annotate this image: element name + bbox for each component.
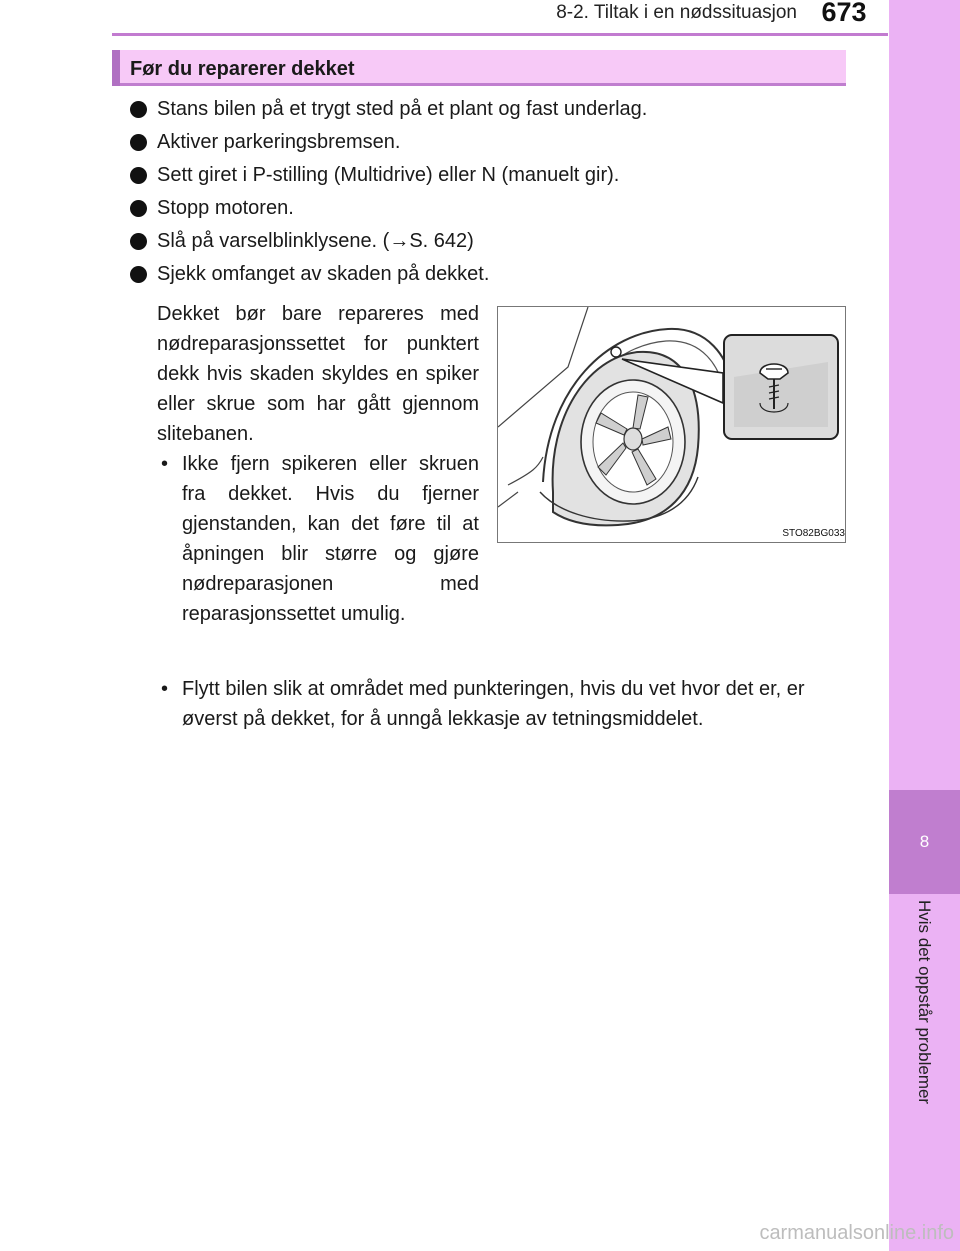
list-item-text: Stopp motoren.	[157, 197, 294, 219]
section-heading: Før du reparerer dekket	[130, 58, 355, 80]
full-width-note	[157, 654, 841, 754]
list-item	[130, 226, 850, 259]
bullet-icon	[130, 101, 147, 118]
list-item-text: Slå på varselblinklysene. (→S. 642)	[157, 230, 474, 252]
bullet-icon	[130, 266, 147, 283]
figure-code: STO82BG033	[782, 528, 845, 539]
sub-bullet-icon: •	[161, 678, 169, 700]
list-item-text: Sjekk omfanget av skaden på dekket.	[157, 263, 490, 285]
bullet-icon	[130, 134, 147, 151]
list-item	[130, 193, 850, 226]
checklist	[130, 94, 850, 292]
heading-accent	[112, 50, 120, 86]
section-title: 8-2. Tiltak i en nødssituasjon	[556, 2, 797, 23]
list-item-text: Sett giret i P-stilling (Multidrive) eller N (manuelt gir).	[157, 164, 620, 186]
intro-paragraph: Dekket bør bare repareres med nødreparasjonssettet for punktert dekk hvis skaden skyldes en spiker eller skrue som har gått gjennom slitebanen.	[157, 303, 479, 445]
tire-illustration	[497, 306, 846, 543]
chapter-number: 8	[919, 832, 930, 851]
watermark: carmanualsonline.info	[759, 1222, 954, 1244]
sub-note	[157, 449, 479, 629]
list-item	[130, 127, 850, 160]
list-item-text: Aktiver parkeringsbremsen.	[157, 131, 401, 153]
list-item	[130, 259, 850, 292]
header-divider	[112, 33, 888, 36]
sub-note-text: Ikke fjern spikeren eller skruen fra dekket. Hvis du fjerner gjenstanden, kan det føre til at åpningen blir større og gjøre nødreparasjonen med reparasjonssettet umulig.	[182, 453, 479, 625]
punctured-tire-drawing	[498, 307, 845, 542]
sub-bullet-icon: •	[161, 453, 169, 475]
bullet-icon	[130, 200, 147, 217]
list-item	[130, 94, 850, 127]
bullet-icon	[130, 167, 147, 184]
sub-note-text: Flytt bilen slik at området med punkteringen, hvis du vet hvor det er, er øverst på dekket, for å unngå lekkasje av tetningsmiddelet.	[182, 678, 805, 730]
page-number: 673	[821, 0, 867, 27]
body-text-column	[157, 299, 479, 629]
list-item-text: Stans bilen på et trygt sted på et plant og fast underlag.	[157, 98, 648, 120]
bullet-icon	[130, 233, 147, 250]
sub-note	[157, 674, 841, 734]
list-item	[130, 160, 850, 193]
chapter-title: Hvis det oppstår problemer	[915, 900, 934, 1105]
